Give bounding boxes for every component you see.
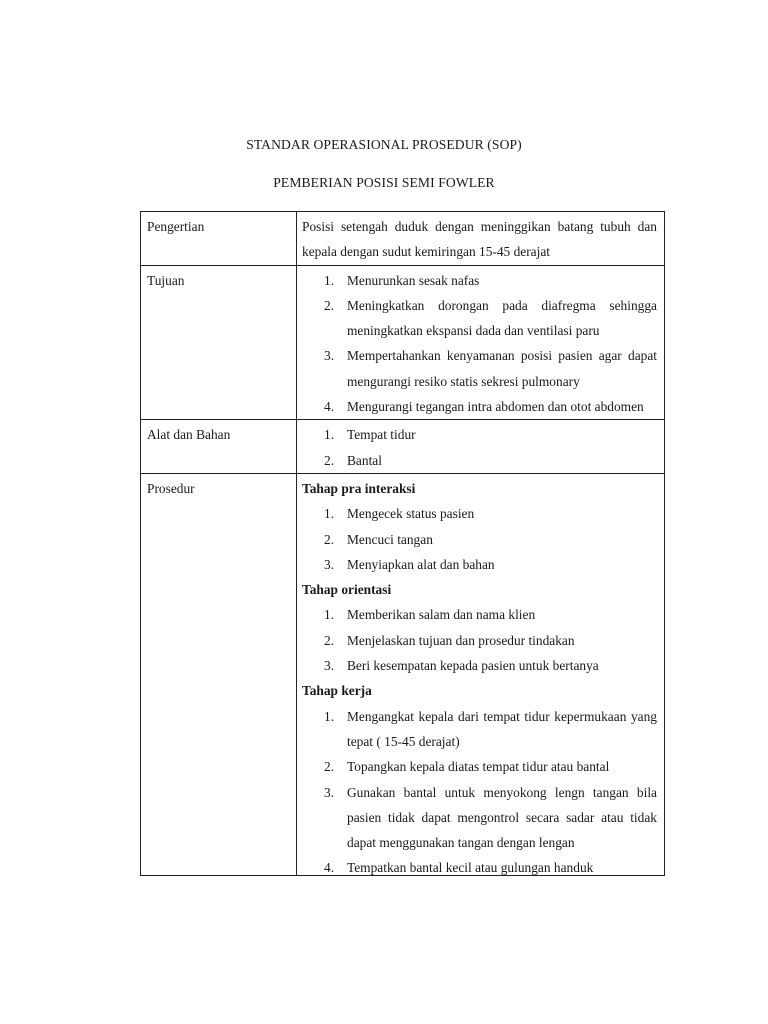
item-number: 1. [324,708,335,724]
item-text: Bantal [347,452,382,468]
label-tujuan: Tujuan [141,265,297,420]
list-item [302,448,657,473]
list-item [302,628,657,653]
phase-title: Tahap orientasi [302,582,392,598]
item-text: Mengangkat kepala dari tempat tidur kepermukaan yang tepat ( 15-45 derajat) [347,708,657,749]
row-prosedur [141,473,665,875]
item-text: Menurunkan sesak nafas [347,272,480,288]
item-text: Gunakan bantal untuk menyokong lengn tangan bila pasien tidak dapat mengontrol secara sadar atau tidak dapat menggunakan tangan dengan lengan [347,784,657,851]
list-item [302,704,657,755]
item-text: Menjelaskan tujuan dan prosedur tindakan [347,632,575,648]
list-item [302,855,657,875]
item-text: Mengurangi tegangan intra abdomen dan otot abdomen [347,399,644,415]
phase-title: Tahap pra interaksi [302,480,416,496]
item-number: 3. [324,784,335,800]
list-item [302,343,657,394]
item-text: Menyiapkan alat dan bahan [347,556,495,572]
row-tujuan [141,265,665,420]
list-item [302,501,657,526]
list-item [302,527,657,552]
list-item [302,602,657,627]
item-text: Beri kesempatan kepada pasien untuk bertanya [347,658,599,674]
content-prosedur [297,473,665,875]
item-text: Tempatkan bantal kecil atau gulungan handuk [347,860,594,876]
content-tujuan [297,265,665,420]
item-text: Memberikan salam dan nama klien [347,607,536,623]
phase-title: Tahap kerja [302,683,372,699]
item-number: 3. [324,658,335,674]
kerja-list [302,704,657,876]
document-title: STANDAR OPERASIONAL PROSEDUR (SOP) [246,137,522,152]
content-alat-bahan [297,420,665,474]
item-number: 2. [324,452,335,468]
pengertian-text: Posisi setengah duduk dengan meninggikan batang tubuh dan kepala dengan sudut kemiringan 15-45 derajat [302,219,657,260]
label-alat-bahan: Alat dan Bahan [141,420,297,474]
document-subtitle: PEMBERIAN POSISI SEMI FOWLER [273,175,495,190]
item-number: 2. [324,531,335,547]
item-number: 2. [324,632,335,648]
item-number: 2. [324,297,335,313]
item-number: 3. [324,556,335,572]
list-item [302,394,657,419]
list-item [302,754,657,779]
item-number: 4. [324,399,335,415]
item-number: 1. [324,506,335,522]
item-number: 3. [324,348,335,364]
item-number: 1. [324,607,335,623]
item-number: 1. [324,272,335,288]
list-item [302,653,657,678]
tujuan-list [302,268,657,420]
item-number: 2. [324,759,335,775]
item-text: Mengecek status pasien [347,506,475,522]
label-prosedur: Prosedur [141,473,297,875]
alat-list [302,422,657,473]
item-text: Meningkatkan dorongan pada diafregma sehingga meningkatkan ekspansi dada dan ventilasi paru [347,297,657,339]
item-text: Mempertahankan kenyamanan posisi pasien agar dapat mengurangi resiko statis sekresi pulmonary [347,348,657,389]
item-text: Tempat tidur [347,427,416,443]
list-item [302,422,657,447]
label-pengertian: Pengertian [141,212,297,266]
item-number: 1. [324,427,335,443]
content-pengertian [297,212,665,266]
list-item [302,780,657,856]
orientasi-list [302,602,657,678]
row-pengertian [141,212,665,266]
item-number: 4. [324,860,335,876]
sop-table [140,211,665,876]
list-item [302,268,657,293]
pra-interaksi-list [302,501,657,577]
item-text: Topangkan kepala diatas tempat tidur atau bantal [347,759,610,775]
item-text: Mencuci tangan [347,531,433,547]
list-item [302,552,657,577]
row-alat-bahan [141,420,665,474]
list-item [302,293,657,344]
